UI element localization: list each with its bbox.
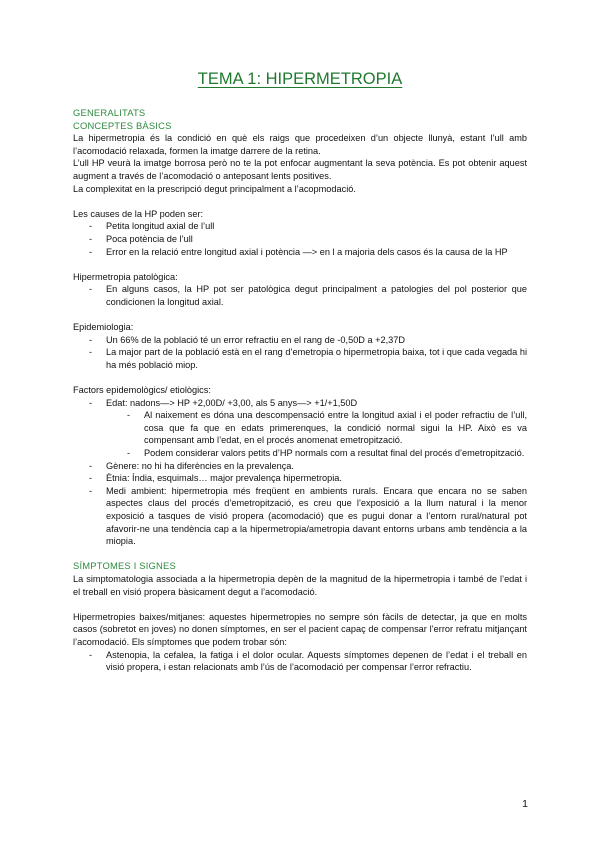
baixes-paragraph: Hipermetropies baixes/mitjanes: aquestes hipermetropies no sempre són fàcils de detectar, ja que en molts casos (sobretot en joves) no donen símptomes, en ser el pacient capaç de compensar l’error refratu mitjançant l’acomodació. Els símptomes que podem trobar són: [73, 611, 527, 647]
intro-paragraph-2: L’ull HP veurà la imatge borrosa però no te la pot enfocar augmentant la seva potència. Es pot obtenir aquest augment a través de l’acomodació o anteposant lents positives. [73, 158, 527, 181]
list-item: - En alguns casos, la HP pot ser patològica degut principalment a patologies del pol posterior que condicionen la longitud axial. [73, 283, 527, 308]
section-heading-generalitats: GENERALITATS [73, 107, 146, 118]
simptomes-paragraph: La simptomatologia associada a la hipermetropia depèn de la magnitud de la hipermetropia i també de l’edat i el treball en visió propera bàsicament degut a l’acomodació. [73, 573, 527, 597]
patologica-list [73, 283, 527, 308]
patologica-heading: Hipermetropia patològica: [73, 271, 178, 282]
list-item-edat: - Edat: nadons—> HP +2,00D/ +3,00, als 5 anys—> +1/+1,50D [73, 397, 527, 410]
page-number: 1 [522, 798, 528, 810]
list-item: - Astenopia, la cefalea, la fatiga i el dolor ocular. Aquests símptomes depenen de l’edat i el treball en visió propera, i estan relacionats amb l’ús de l’acomodació per compensar l’error refractiu. [73, 649, 527, 674]
list-item: - Petita longitud axial de l’ull [73, 220, 527, 233]
list-item: - La major part de la població està en el rang d’emetropia o hipermetropia baixa, tot i que cada vegada hi ha més població miop. [73, 346, 527, 371]
epidemiologia-list [73, 334, 527, 372]
baixes-list [73, 649, 527, 674]
causes-list [73, 220, 527, 258]
factors-list [73, 397, 527, 548]
sub-list-item: - Podem considerar valors petits d’HP normals com a resultat final del procés d’emetropització. [73, 447, 527, 460]
list-item: - Ètnia: Índia, esquimals… major prevalença hipermetropia. [73, 472, 527, 485]
list-item: - Medi ambient: hipermetropia més freqüent en ambients rurals. Encara que encara no se saben aspectes claus del procés d’emetropització, es creu que l’exposició a la llum natural i la menor exposició a tasques de visió propera (acomodació) que es pugui donar a l’entorn rural/natural pot afavorir-ne una tendència cap a la hipermetropia/ametropia davant entorns urbans amb tendència a la miopia. [73, 485, 527, 548]
page-title: TEMA 1: HIPERMETROPIA [197, 70, 403, 88]
factors-heading: Factors epidemològics/ etiològics: [73, 385, 211, 396]
list-item: - Error en la relació entre longitud axial i potència —> en l a majoria dels casos és la causa de la HP [73, 246, 527, 259]
list-item: - Un 66% de la població té un error refractiu en el rang de -0,50D a +2,37D [73, 334, 527, 347]
intro-paragraph-3: La complexitat en la prescripció degut principalment a l’acopmodació. [73, 183, 356, 194]
causes-heading: Les causes de la HP poden ser: [73, 208, 204, 219]
section-heading-conceptes: CONCEPTES BÀSICS [73, 119, 172, 131]
list-item: - Poca potència de l’ull [73, 233, 527, 246]
sub-list-item: - Al naixement es dóna una descompensació entre la longitud axial i el poder refractiu de l’ull, cosa que fa que en edats primerenques, la condició normal sigui la HP. Això es va compensant amb l’edat, en el procés anomenat emetropització. [73, 409, 527, 447]
epidemiologia-heading: Epidemiologia: [73, 322, 134, 333]
list-item: - Gènere: no hi ha diferències en la prevalença. [73, 460, 527, 473]
document-body [73, 107, 527, 674]
intro-paragraph-1: La hipermetropia és la condició en què els raigs que procedeixen d’un objecte llunyà, estant l’ull amb l’acomodació relaxada, formen la imatge darrere de la retina. [73, 133, 527, 156]
section-heading-simptomes: SÍMPTOMES I SIGNES [73, 560, 176, 572]
